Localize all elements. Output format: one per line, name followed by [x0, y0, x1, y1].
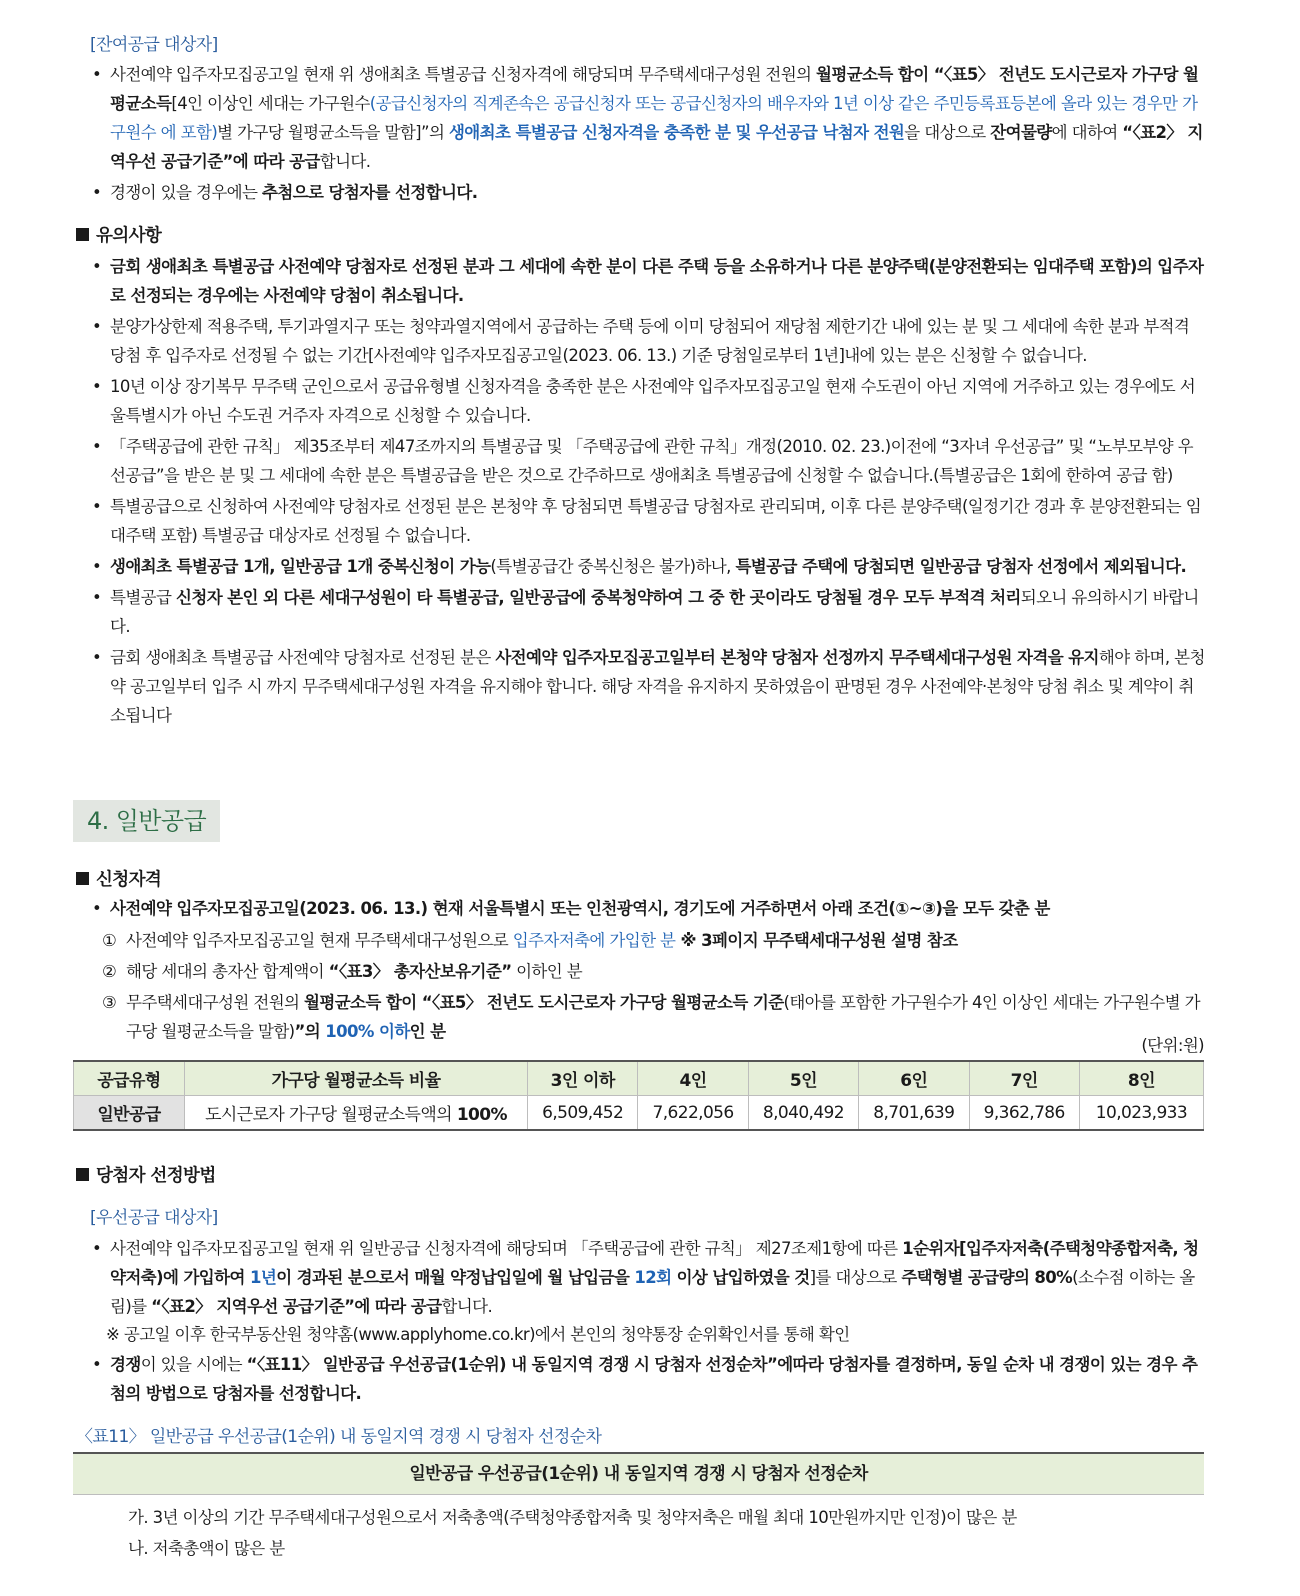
column-header: 5인 [748, 1061, 858, 1096]
column-header: 3인 이하 [528, 1061, 638, 1096]
list-item: • 「주택공급에 관한 규칙」 제35조부터 제47조까지의 특별공급 및 「주택공급에 관한 규칙」개정(2010. 02. 23.)이전에 “3자녀 우선공급” 및 “노부모부양 우선공급”을 받은 분 및 그 세대에 속한 분은 특별공급을 받은 것으로 간주하므로 생애최초 특별공급에 신청할 수 없습니다.(특별공급은 1회에 한하여 공급 함) [88, 432, 1206, 490]
remain-supply-list [88, 60, 1206, 209]
list-item: 가. 3년 이상의 기간 무주택세대구성원으로서 저축총액(주택청약종합저축 및 청약저축은 매월 최대 10만원까지만 인정)이 많은 분 [128, 1508, 1017, 1527]
list-item: • 경쟁이 있을 경우에는 추첨으로 당첨자를 선정합니다. [88, 178, 1206, 207]
table-cell: 9,362,786 [969, 1096, 1079, 1131]
square-bullet-icon [76, 1168, 89, 1181]
list-item: • 특별공급 신청자 본인 외 다른 세대구성원이 타 특별공급, 일반공급에 중복청약하여 그 중 한 곳이라도 당첨될 경우 모두 부적격 처리되오니 유의하시기 바랍니다. [88, 583, 1206, 641]
notes-heading: 유의사항 [76, 222, 161, 247]
list-item: • 금회 생애최초 특별공급 사전예약 당첨자로 선정된 분과 그 세대에 속한 분이 다른 주택 등을 소유하거나 다른 분양주택(분양전환되는 임대주택 포함)의 입주자로 선정되는 경우에는 사전예약 당첨이 취소됩니다. [88, 252, 1206, 310]
condition-item: ① 사전예약 입주자모집공고일 현재 무주택세대구성원으로 입주자저축에 가입한 분 ※ 3페이지 무주택세대구성원 설명 참조 [102, 931, 958, 950]
table-cell: 도시근로자 가구당 월평균소득액의 100% [185, 1096, 528, 1131]
row-label: 일반공급 [74, 1096, 185, 1131]
winner-selection-heading: 당첨자 선정방법 [76, 1162, 216, 1187]
eligibility-list [88, 894, 1206, 925]
column-header: 7인 [969, 1061, 1079, 1096]
condition-item: ② 해당 세대의 총자산 합계액이 “〈표3〉 총자산보유기준” 이하인 분 [102, 962, 583, 981]
table11-header: 일반공급 우선공급(1순위) 내 동일지역 경쟁 시 당첨자 선정순차 [73, 1452, 1204, 1495]
list-item: 나. 저축총액이 많은 분 [128, 1539, 285, 1558]
table11-caption: 〈표11〉 일반공급 우선공급(1순위) 내 동일지역 경쟁 시 당첨자 선정순차 [76, 1427, 602, 1447]
remain-supply-heading: [잔여공급 대상자] [90, 35, 218, 55]
section-title: 4. 일반공급 [73, 800, 220, 842]
table-cell: 7,622,056 [638, 1096, 748, 1131]
column-header: 8인 [1079, 1061, 1203, 1096]
list-item: • 금회 생애최초 특별공급 사전예약 당첨자로 선정된 분은 사전예약 입주자모집공고일부터 본청약 당첨자 선정까지 무주택세대구성원 자격을 유지해야 하며, 본청약 공고일부터 입주 시 까지 무주택세대구성원 자격을 유지해야 합니다. 해당 자격을 유지하지 못하였음이 판명된 경우 사전예약·본청약 당첨 취소 및 계약이 취소됩니다 [88, 643, 1206, 730]
table-cell: 6,509,452 [528, 1096, 638, 1131]
square-bullet-icon [76, 228, 89, 241]
eligibility-heading: 신청자격 [76, 866, 161, 891]
condition-item: ③ 무주택세대구성원 전원의 월평균소득 합이 “〈표5〉 전년도 도시근로자 가구당 월평균소득 기준(태아를 포함한 가구원수가 4인 이상인 세대는 가구원수별 가구당 월평균소득을 말함)”의 100% 이하인 분 [102, 993, 1200, 1041]
column-header: 공급유형 [74, 1061, 185, 1096]
list-item: • 생애최초 특별공급 1개, 일반공급 1개 중복신청이 가능(특별공급간 중복신청은 불가)하나, 특별공급 주택에 당첨되면 일반공급 당첨자 선정에서 제외됩니다. [88, 552, 1206, 581]
list-item: • 경쟁이 있을 시에는 “〈표11〉 일반공급 우선공급(1순위) 내 동일지역 경쟁 시 당첨자 선정순차”에따라 당첨자를 결정하며, 동일 순차 내 경쟁이 있는 경우 추첨의 방법으로 당첨자를 선정합니다. [88, 1350, 1206, 1408]
table-cell: 10,023,933 [1079, 1096, 1203, 1131]
list-item: • 사전예약 입주자모집공고일 현재 위 생애최초 특별공급 신청자격에 해당되며 무주택세대구성원 전원의 월평균소득 합이 “〈표5〉 전년도 도시근로자 가구당 월평균소득[4인 이상인 세대는 가구원수(공급신청자의 직계존속은 공급신청자 또는 공급신청자의 배우자와 1년 이상 같은 주민등록표등본에 올라 있는 경우만 가구원수 에 포함)별 가구당 월평균소득을 말함]”의 생애최초 특별공급 신청자격을 충족한 분 및 우선공급 낙첨자 전원을 대상으로 잔여물량에 대하여 “〈표2〉 지역우선 공급기준”에 따라 공급합니다. [88, 60, 1206, 176]
unit-label: (단위:원) [1141, 1036, 1204, 1055]
column-header: 6인 [859, 1061, 969, 1096]
square-bullet-icon [76, 872, 89, 885]
condition-list [88, 926, 1206, 1046]
competition-list [88, 1350, 1206, 1410]
note-text: ※ 공고일 이후 한국부동산원 청약홈(www.applyhome.co.kr)에서 본인의 청약통장 순위확인서를 통해 확인 [106, 1325, 850, 1344]
priority-supply-list [88, 1234, 1206, 1323]
column-header: 가구당 월평균소득 비율 [185, 1061, 528, 1096]
table-header-row [74, 1061, 1204, 1096]
income-table [73, 1060, 1204, 1131]
list-item: • 분양가상한제 적용주택, 투기과열지구 또는 청약과열지역에서 공급하는 주택 등에 이미 당첨되어 재당첨 제한기간 내에 있는 분 및 그 세대에 속한 분과 부적격 당첨 후 입주자로 선정될 수 없는 기간[사전예약 입주자모집공고일(2023. 06. 13.) 기준 당첨일로부터 1년]내에 있는 분은 신청할 수 없습니다. [88, 312, 1206, 370]
list-item: • 사전예약 입주자모집공고일 현재 위 일반공급 신청자격에 해당되며 「주택공급에 관한 규칙」 제27조제1항에 따른 1순위자[입주자저축(주택청약종합저축, 청약저축)에 가입하여 1년이 경과된 분으로서 매월 약정납입일에 월 납입금을 12회 이상 납입하였을 것]를 대상으로 주택형별 공급량의 80%(소수점 이하는 올림)를 “〈표2〉 지역우선 공급기준”에 따라 공급합니다. [88, 1234, 1206, 1321]
table-row [74, 1096, 1204, 1131]
table11-body [128, 1502, 1017, 1564]
table-cell: 8,040,492 [748, 1096, 858, 1131]
table-cell: 8,701,639 [859, 1096, 969, 1131]
priority-supply-heading: [우선공급 대상자] [90, 1208, 218, 1228]
column-header: 4인 [638, 1061, 748, 1096]
list-item: • 10년 이상 장기복무 무주택 군인으로서 공급유형별 신청자격을 충족한 분은 사전예약 입주자모집공고일 현재 수도권이 아닌 지역에 거주하고 있는 경우에도 서울특별시가 아닌 수도권 거주자 자격으로 신청할 수 있습니다. [88, 372, 1206, 430]
list-item: • 사전예약 입주자모집공고일(2023. 06. 13.) 현재 서울특별시 또는 인천광역시, 경기도에 거주하면서 아래 조건(①~③)을 모두 갖춘 분 [88, 894, 1206, 923]
notes-list [88, 252, 1206, 732]
list-item: • 특별공급으로 신청하여 사전예약 당첨자로 선정된 분은 본청약 후 당첨되면 특별공급 당첨자로 관리되며, 이후 다른 분양주택(일정기간 경과 후 분양전환되는 임대주택 포함) 특별공급 대상자로 선정될 수 없습니다. [88, 492, 1206, 550]
